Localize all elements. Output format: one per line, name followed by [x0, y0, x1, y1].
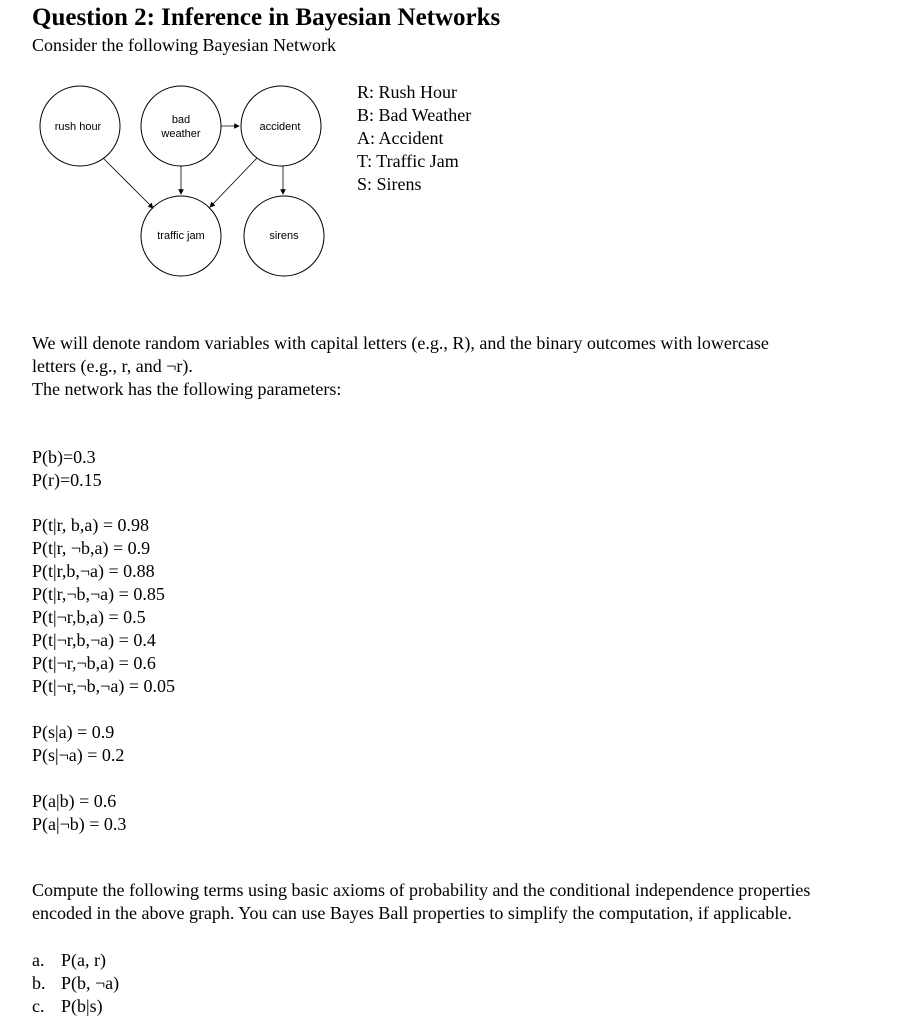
node-label-bad-weather-2: weather [161, 128, 201, 140]
legend-item: S: Sirens [357, 174, 422, 194]
notation-text: letters (e.g., r, and ¬r). [32, 356, 193, 376]
bayesian-network-diagram [0, 0, 914, 300]
question-letter: b. [32, 973, 46, 993]
legend-item: A: Accident [357, 128, 444, 148]
question-text: P(b|s) [61, 996, 103, 1016]
question-title: Question 2: Inference in Bayesian Networks [32, 4, 501, 31]
legend-item: T: Traffic Jam [357, 151, 459, 171]
edge-accident-to-traffic [210, 158, 257, 207]
edge-rush-to-traffic [103, 158, 153, 208]
node-bad-weather [141, 86, 221, 166]
traffic-cpt-equation: P(t|r,b,¬a) = 0.88 [32, 561, 155, 581]
accident-cpt-equation: P(a|¬b) = 0.3 [32, 814, 127, 834]
traffic-cpt-equation: P(t|r,¬b,¬a) = 0.85 [32, 584, 165, 604]
traffic-cpt-equation: P(t|¬r,¬b,a) = 0.6 [32, 653, 156, 673]
siren-cpt-equation: P(s|a) = 0.9 [32, 722, 115, 742]
prior-equation: P(r)=0.15 [32, 470, 102, 490]
accident-cpt-equation: P(a|b) = 0.6 [32, 791, 117, 811]
traffic-cpt-equation: P(t|¬r,b,¬a) = 0.4 [32, 630, 156, 650]
legend-item: B: Bad Weather [357, 105, 472, 125]
question-letter: c. [32, 996, 45, 1016]
traffic-cpt-equation: P(t|¬r,b,a) = 0.5 [32, 607, 146, 627]
node-label-sirens: sirens [269, 230, 299, 242]
question-text: P(b, ¬a) [61, 973, 120, 993]
question-text: P(a, r) [61, 950, 106, 970]
node-label-rush-hour: rush hour [54, 121, 102, 133]
question-letter: a. [32, 950, 45, 970]
notation-text: The network has the following parameters: [32, 379, 342, 399]
legend-item: R: Rush Hour [357, 82, 458, 102]
node-label-bad-weather-1: bad [171, 114, 191, 126]
intro-text: Consider the following Bayesian Network [32, 35, 336, 55]
prior-equation: P(b)=0.3 [32, 447, 96, 467]
siren-cpt-equation: P(s|¬a) = 0.2 [32, 745, 125, 765]
node-label-accident: accident [259, 121, 301, 133]
compute-instructions: Compute the following terms using basic axioms of probability and the conditional independence properties [32, 880, 811, 900]
traffic-cpt-equation: P(t|r, ¬b,a) = 0.9 [32, 538, 151, 558]
node-label-traffic-jam: traffic jam [157, 230, 205, 242]
traffic-cpt-equation: P(t|¬r,¬b,¬a) = 0.05 [32, 676, 175, 696]
traffic-cpt-equation: P(t|r, b,a) = 0.98 [32, 515, 150, 535]
compute-instructions: encoded in the above graph. You can use Bayes Ball properties to simplify the computation, if applicable. [32, 903, 792, 923]
notation-text: We will denote random variables with capital letters (e.g., R), and the binary outcomes with lowercase [32, 333, 769, 353]
